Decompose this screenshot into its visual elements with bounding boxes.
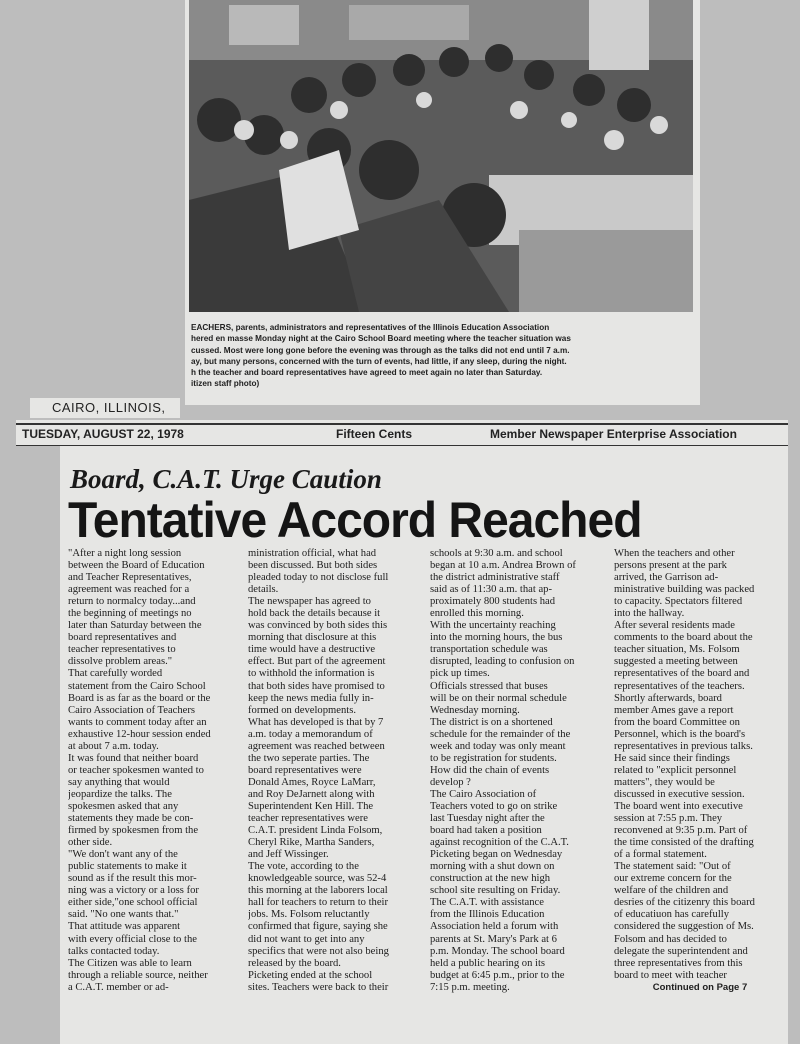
article-line: at about 7 a.m. today. — [68, 740, 159, 752]
article-line: did not want to get into any — [248, 933, 365, 945]
article-line: p.m. Monday. The school board — [430, 945, 565, 957]
article-line: member Ames gave a report — [614, 704, 734, 716]
article-line: agreement was reached for a — [68, 584, 190, 596]
article-line: Officials stressed that buses — [430, 680, 548, 692]
article-line: board representatives and — [68, 632, 177, 644]
article-column-3 — [430, 548, 606, 994]
article-line: of a formal statement. — [614, 849, 707, 861]
article-line: with every official close to the — [68, 933, 197, 945]
article-line: morning that disclosure at this — [248, 632, 377, 644]
article-line: teacher representatives were — [248, 813, 368, 825]
article-line: firmed by spokesmen from the — [68, 825, 199, 837]
article-line: either side,"one school official — [68, 897, 198, 909]
article-line: representatives in previous talks. — [614, 740, 753, 752]
article-line: return to normalcy today...and — [68, 596, 196, 608]
article-line: the time consisted of the drafting — [614, 837, 754, 849]
jump-line-wrap — [614, 982, 786, 994]
article-line: specifics that were not also being — [248, 945, 389, 957]
article-line: the two seperate parties. The — [248, 752, 370, 764]
dateline-clipping — [30, 398, 180, 418]
masthead — [16, 420, 788, 446]
article-line: Folsom and has decided to — [614, 933, 727, 945]
article-line: construction at the new high — [430, 873, 551, 885]
dateline: CAIRO, ILLINOIS, — [52, 400, 166, 415]
article-line: pick up times. — [430, 668, 490, 680]
article-line: knowledgeable source, was 52-4 — [248, 873, 387, 885]
article-line: Cairo Association of Teachers — [68, 704, 196, 716]
article-line: Superintendent Ken Hill. The — [248, 800, 374, 812]
article-line: The statement said: "Out of — [614, 861, 731, 873]
article-line: been discussed. But both sides — [248, 560, 378, 572]
article-line: that both sides have promised to — [248, 680, 385, 692]
article-line: pleaded today to not disclose full — [248, 572, 389, 584]
article-line: hall for teachers to return to their — [248, 897, 389, 909]
photo-clipping — [185, 0, 700, 405]
article-line: That attitude was apparent — [68, 921, 181, 933]
article-line: released by the board. — [248, 957, 341, 969]
article-line: agreement was reached between — [248, 740, 385, 752]
article-line: hold back the details because it — [248, 608, 381, 620]
article-line: said as of 11:30 a.m. that ap- — [430, 584, 552, 596]
article-line: board had taken a position — [430, 825, 542, 837]
article-line: the district administrative staff — [430, 572, 560, 584]
article-line: week and today was only meant — [430, 740, 566, 752]
article-line: morning with a shut down on — [430, 861, 555, 873]
article-line: jobs. Ms. Folsom reluctantly — [248, 909, 370, 921]
member-association: Member Newspaper Enterprise Association — [490, 427, 737, 441]
masthead-top-rule — [16, 423, 788, 425]
article-column-2 — [248, 548, 424, 994]
article-line: The Cairo Association of — [430, 788, 537, 800]
article-line: proximately 800 students had — [430, 596, 556, 608]
article-column-1 — [68, 548, 240, 994]
article-line: last Tuesday night after the — [430, 813, 545, 825]
article-line: The newspaper has agreed to — [248, 596, 371, 608]
article-line: Shortly afterwards, board — [614, 692, 722, 704]
article-line: welfare of the children and — [614, 885, 729, 897]
article-line: delegate the superintendent and — [614, 945, 748, 957]
continued-jump-line: Continued on Page 7 — [652, 982, 748, 993]
article-line: It was found that neither board — [68, 752, 199, 764]
article-line: C.A.T. president Linda Folsom, — [248, 825, 383, 837]
article-line: began at 10 a.m. Andrea Brown of — [430, 560, 576, 572]
article-line: Cheryl Rike, Martha Sanders, — [248, 837, 375, 849]
article-line: What has developed is that by 7 — [248, 716, 384, 728]
article-line: discussed in executive session. — [614, 788, 745, 800]
caption-line: ay, but many persons, concerned with the turn of events, had little, if any sleep, during the night. — [191, 356, 567, 366]
article-line: Teachers voted to go on strike — [430, 800, 558, 812]
article-line: teacher representatives to — [68, 644, 176, 656]
article-line: formed on developments. — [248, 704, 356, 716]
article-column-4 — [614, 548, 786, 982]
article-line: say anything that would — [68, 776, 170, 788]
article-line: time would have a destructive — [248, 644, 376, 656]
article-line: to be registration for students. — [430, 752, 557, 764]
article-line: was convinced by both sides this — [248, 620, 388, 632]
article-line: comments to the board about the — [614, 632, 753, 644]
article-line: arrived, the Garrison ad- — [614, 572, 719, 584]
article-line: The C.A.T. with assistance — [430, 897, 544, 909]
article-line: said. "No one wants that." — [68, 909, 179, 921]
article-line: Wednesday morning. — [430, 704, 520, 716]
article-line: dissolve problem areas." — [68, 656, 173, 668]
article-line: to withhold the information is — [248, 668, 375, 680]
article-line: schedule for the remainder of the — [430, 728, 571, 740]
article-line: board representatives were — [248, 764, 362, 776]
article-line: and Teacher Representatives, — [68, 572, 192, 584]
article-line: desries of the citizenry this board — [614, 897, 755, 909]
article-line: budget at 6:45 p.m., prior to the — [430, 969, 565, 981]
meeting-photo-image — [189, 0, 693, 312]
article-line: The district is on a shortened — [430, 716, 553, 728]
article-line: matters", they would be — [614, 776, 715, 788]
article-line: against recognition of the C.A.T. — [430, 837, 569, 849]
article-line: this morning at the laborers local — [248, 885, 388, 897]
article-line: sites. Teachers were back to their — [248, 981, 389, 993]
article-line: Picketing began on Wednesday — [430, 849, 563, 861]
article-line: reconvened at 9:35 p.m. Part of — [614, 825, 748, 837]
caption-line: cussed. Most were long gone before the evening was through as the talks did not end until 7 a.m. — [191, 345, 570, 355]
article-line: ministration official, what had — [248, 548, 377, 559]
article-line: to capacity. Spectators filtered — [614, 596, 743, 608]
article-line: transportation schedule was — [430, 644, 548, 656]
caption-line: itizen staff photo) — [191, 379, 260, 389]
article-line: our extreme concern for the — [614, 873, 732, 885]
article-line: teacher situation, Ms. Folsom — [614, 644, 740, 656]
article-line: statement from the Cairo School — [68, 680, 206, 692]
article-line: statements they made be con- — [68, 813, 194, 825]
article-line: disrupted, leading to confusion on — [430, 656, 575, 668]
article-line: board to meet with teacher — [614, 969, 727, 981]
article-line: suggested a meeting between — [614, 656, 738, 668]
article-headline: Tentative Accord Reached — [68, 493, 642, 549]
article-clipping — [60, 446, 788, 1044]
article-line: ministrative building was packed — [614, 584, 755, 596]
article-line: Donald Ames, Royce LaMarr, — [248, 776, 376, 788]
article-line: 7:15 p.m. meeting. — [430, 981, 510, 993]
article-line: Association held a forum with — [430, 921, 559, 933]
article-line: parents at St. Mary's Park at 6 — [430, 933, 557, 945]
article-line: other side. — [68, 837, 113, 849]
article-line: related to "explicit personnel — [614, 764, 737, 776]
article-line: spokesmen asked that any — [68, 800, 179, 812]
article-line: will be on their normal schedule — [430, 692, 567, 704]
meeting-photo — [189, 0, 693, 312]
article-kicker: Board, C.A.T. Urge Caution — [70, 464, 382, 494]
article-line: a.m. today a memorandum of — [248, 728, 373, 740]
article-line: ning was a victory or a loss for — [68, 885, 199, 897]
article-line: into the morning hours, the bus — [430, 632, 563, 644]
article-line: keep the news media fully in- — [248, 692, 374, 704]
article-line: three representatives from this — [614, 957, 743, 969]
article-line: wants to comment today after an — [68, 716, 207, 728]
article-line: The vote, according to the — [248, 861, 359, 873]
article-line: exhaustive 12-hour session ended — [68, 728, 211, 740]
issue-price: Fifteen Cents — [336, 427, 413, 441]
caption-line: hered en masse Monday night at the Cairo School Board meeting where the teacher situation was — [191, 334, 571, 344]
article-line: details. — [248, 584, 279, 596]
article-line: into the hallway. — [614, 608, 685, 620]
issue-date: TUESDAY, AUGUST 22, 1978 — [22, 427, 184, 441]
article-line: After several residents made — [614, 620, 735, 632]
article-line: later than Saturday between the — [68, 620, 202, 632]
article-line: The board went into executive — [614, 800, 743, 812]
article-line: of educatiuon has carefully — [614, 909, 730, 921]
article-line: and Jeff Wissinger. — [248, 849, 329, 861]
article-line: Personnel, which is the board's — [614, 728, 746, 740]
article-line: He said since their findings — [614, 752, 730, 764]
article-line: confirmed that figure, saying she — [248, 921, 388, 933]
caption-line: EACHERS, parents, administrators and representatives of the Illinois Education Association — [191, 323, 550, 332]
article-line: or teacher spokesmen wanted to — [68, 764, 204, 776]
article-line: develop ? — [430, 776, 471, 788]
article-line: from the board Committee on — [614, 716, 740, 728]
article-line: a C.A.T. member or ad- — [68, 981, 169, 993]
article-line: When the teachers and other — [614, 548, 735, 559]
article-line: effect. But part of the agreement — [248, 656, 386, 668]
article-line: The Citizen was able to learn — [68, 957, 192, 969]
article-line: between the Board of Education — [68, 560, 205, 572]
article-line: That carefully worded — [68, 668, 163, 680]
article-line: sound as if the result this mor- — [68, 873, 197, 885]
article-line: session at 7:55 p.m. They — [614, 813, 723, 825]
article-line: public statements to make it — [68, 861, 187, 873]
article-line: from the Illinois Education — [430, 909, 545, 921]
article-line: How did the chain of events — [430, 764, 550, 776]
article-line: "We don't want any of the — [68, 849, 178, 861]
article-line: "After a night long session — [68, 548, 182, 559]
article-line: through a reliable source, neither — [68, 969, 208, 981]
article-line: school site resulting on Friday. — [430, 885, 561, 897]
article-line: the beginning of meetings no — [68, 608, 192, 620]
article-line: persons present at the park — [614, 560, 727, 572]
article-line: Picketing ended at the school — [248, 969, 373, 981]
article-line: schools at 9:30 a.m. and school — [430, 548, 563, 559]
article-line: enrolled this morning. — [430, 608, 524, 620]
article-line: representatives of the teachers. — [614, 680, 745, 692]
article-line: representatives of the board and — [614, 668, 750, 680]
article-line: held a public hearing on its — [430, 957, 546, 969]
article-line: Board is as far as the board or the — [68, 692, 211, 704]
article-line: jeopardize the talks. The — [68, 788, 172, 800]
article-line: and Roy DeJarnett along with — [248, 788, 375, 800]
article-line: considered the suggestion of Ms. — [614, 921, 754, 933]
caption-line: h the teacher and board representatives have agreed to meet again no later than Saturday. — [191, 368, 543, 378]
article-line: With the uncertainty reaching — [430, 620, 556, 632]
article-line: talks contacted today. — [68, 945, 160, 957]
photo-caption — [191, 322, 691, 390]
